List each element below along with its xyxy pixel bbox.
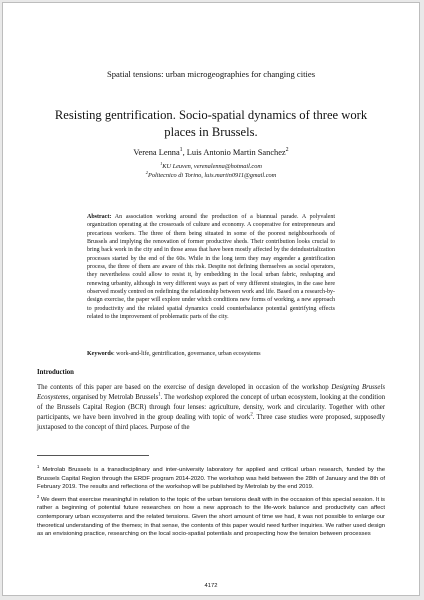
intro-paragraph	[37, 383, 385, 433]
footnote-number: 2	[37, 493, 40, 499]
affiliation-text: KU Leuven, verenalenna@hotmail.com	[162, 163, 262, 170]
page-number: 4172	[204, 583, 218, 589]
section-heading: Introduction	[37, 369, 74, 376]
keywords-text: : work-and-life, gentrification, governance, urban ecosystems	[113, 351, 261, 357]
paper-title: Resisting gentrification. Socio-spatial dynamics of three work places in Brussels.	[54, 108, 368, 139]
abstract	[87, 213, 335, 321]
keywords-label: Keywords	[87, 351, 113, 357]
author-line	[3, 148, 419, 157]
author-superscript: 2	[285, 147, 289, 154]
affiliation-text: Politecnico di Torino, luis.martin0911@gmail.com	[147, 171, 277, 179]
intro-text: , organised by Metrolab Brussels	[68, 393, 159, 401]
footnote	[37, 466, 385, 492]
affiliation-superscript: 2	[145, 169, 148, 175]
running-header: Spatial tensions: urban microgeographies for changing cities	[106, 69, 316, 79]
paper-page	[2, 2, 420, 596]
keywords	[87, 351, 335, 357]
abstract-label: Abstract:	[87, 214, 112, 220]
intro-text: . The workshop explored the concept of urban ecosystem, looking at the condition of the Brussels Capital Region (BCR) through four lenses: agriculture, density, work and circularity. Together with other participants, we have been involved in the group dealing with topic of work	[37, 393, 385, 421]
footnote-divider	[37, 455, 149, 456]
intro-text: The contents of this paper are based on the exercise of design developed in occasion of the workshop	[37, 384, 332, 391]
author-name: Verena Lenna	[133, 148, 180, 157]
affiliation-superscript: 1	[160, 160, 163, 166]
affiliation-line	[3, 169, 419, 181]
footnote-text: We deem that exercise meaningful in relation to the topic of the urban tensions dealt with in the occasion of this special session. It is rather a beginning of potential future researches on how a new approach to the life-work balance and productivity can affect contemporary urban ecosystems and the related tensions. Given the short amount of time we had, it was not possible to enlarge our theoretical understanding of the themes; in that sense, the contents of this paper would need further inquiries. We rather used design as an envisioning practice, researching on the local socio-spatial potentials and prospecting how the tension between processes	[37, 496, 385, 538]
affiliations	[3, 160, 419, 180]
author-separator: ,	[182, 148, 187, 157]
intro-emphasis: Designing Brussels Ecosystems	[37, 384, 385, 401]
author-superscript: 1	[179, 147, 183, 154]
author-name: Luis Antonio Martin Sanchez	[186, 148, 286, 157]
footnote	[37, 493, 385, 539]
footnote-number: 1	[37, 464, 40, 470]
abstract-text: An association working around the production of a biannual parade. A polyvalent organization operating at the crossroads of culture and economy. A cooperative for entrepreneurs and precarious workers. The three of them being situated in some of the poorest neighbourhoods of Brussels and implying the renovation of former productive sheds. Their contribution looks crucial to bring back work in the city and in those areas that have been mostly affected by the deindustrialization processes started by the end of the 60s. While in the long term they may engender a gentrification process, the three of them are aware of this risk. Despite not defining themselves as social operators, they nevertheless could allow to resist it, by embedding in the local urban fabric, reshaping and renewing urbanity, although in very different ways as part of very different strategies, in the case here observed mostly centred on redefining the relationship between work and life. Based on a research-by-design exercise, the paper will explore under which conditions new forms of working, a new approach to productivity and the related spatial dynamics could counterbalance potential gentrifying effects related to the improvement of problematic parts of the city.	[87, 214, 335, 321]
intro-text: . Three case studies were proposed, supposedly juxtaposed to the concept of third places. Purpose of the	[37, 413, 385, 431]
footnote-text: Metrolab Brussels is a transdisciplinary and inter-university laboratory for applied and critical urban research, funded by the Brussels Capital Region through the ERDF program 2014-2020. The workshop was held between the 28th of January and the 8th of February 2019. The results and reflections of the workshop will be published by Metrolab by the end 2019.	[37, 467, 385, 491]
affiliation-line	[3, 160, 419, 172]
footnote-ref: 1	[158, 392, 161, 398]
footnote-ref: 2	[250, 412, 253, 418]
footnotes	[37, 466, 385, 543]
